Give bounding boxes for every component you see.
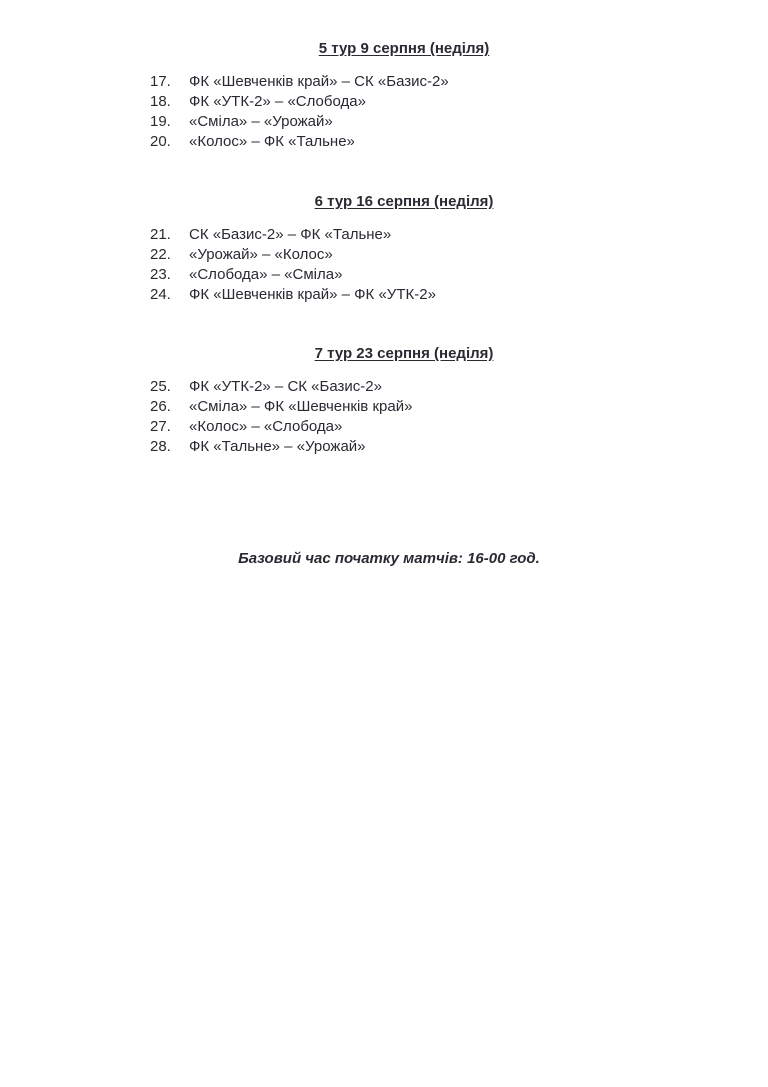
- match-list: [0, 225, 768, 305]
- match-number: 24.: [150, 286, 171, 303]
- match-teams: «Сміла» – «Урожай»: [189, 113, 333, 130]
- match-teams: «Урожай» – «Колос»: [189, 246, 333, 263]
- match-number: 17.: [150, 73, 171, 90]
- match-number: 19.: [150, 113, 171, 130]
- match-item: [0, 92, 768, 112]
- match-number: 28.: [150, 438, 171, 455]
- match-teams: «Сміла» – ФК «Шевченків край»: [189, 398, 413, 415]
- round-7-section: [0, 345, 768, 457]
- match-teams: «Колос» – ФК «Тальне»: [189, 133, 355, 150]
- match-teams: «Слобода» – «Сміла»: [189, 266, 343, 283]
- match-number: 27.: [150, 418, 171, 435]
- match-number: 18.: [150, 93, 171, 110]
- match-item: [0, 265, 768, 285]
- match-teams: ФК «Тальне» – «Урожай»: [189, 438, 366, 455]
- match-teams: СК «Базис-2» – ФК «Тальне»: [189, 226, 392, 243]
- match-teams: ФК «УТК-2» – СК «Базис-2»: [189, 378, 382, 395]
- match-item: [0, 397, 768, 417]
- match-teams: «Колос» – «Слобода»: [189, 418, 343, 435]
- match-item: [0, 225, 768, 245]
- match-item: [0, 132, 768, 152]
- match-teams: ФК «Шевченків край» – ФК «УТК-2»: [189, 286, 436, 303]
- match-item: [0, 437, 768, 457]
- match-teams: ФК «УТК-2» – «Слобода»: [189, 93, 366, 110]
- match-list: [0, 377, 768, 457]
- match-number: 20.: [150, 133, 171, 150]
- match-list: [0, 72, 768, 152]
- match-number: 23.: [150, 266, 171, 283]
- match-number: 22.: [150, 246, 171, 263]
- match-item: [0, 285, 768, 305]
- round-6-section: [0, 193, 768, 305]
- round-title: 7 тур 23 серпня (неділя): [314, 345, 494, 362]
- round-title: 6 тур 16 серпня (неділя): [314, 193, 494, 210]
- match-number: 25.: [150, 378, 171, 395]
- match-start-time-note: Базовий час початку матчів: 16-00 год.: [238, 550, 540, 567]
- match-item: [0, 377, 768, 397]
- match-number: 26.: [150, 398, 171, 415]
- match-item: [0, 245, 768, 265]
- round-title: 5 тур 9 серпня (неділя): [318, 40, 490, 57]
- match-number: 21.: [150, 226, 171, 243]
- match-item: [0, 112, 768, 132]
- match-item: [0, 72, 768, 92]
- match-teams: ФК «Шевченків край» – СК «Базис-2»: [189, 73, 449, 90]
- match-item: [0, 417, 768, 437]
- round-5-section: [0, 40, 768, 152]
